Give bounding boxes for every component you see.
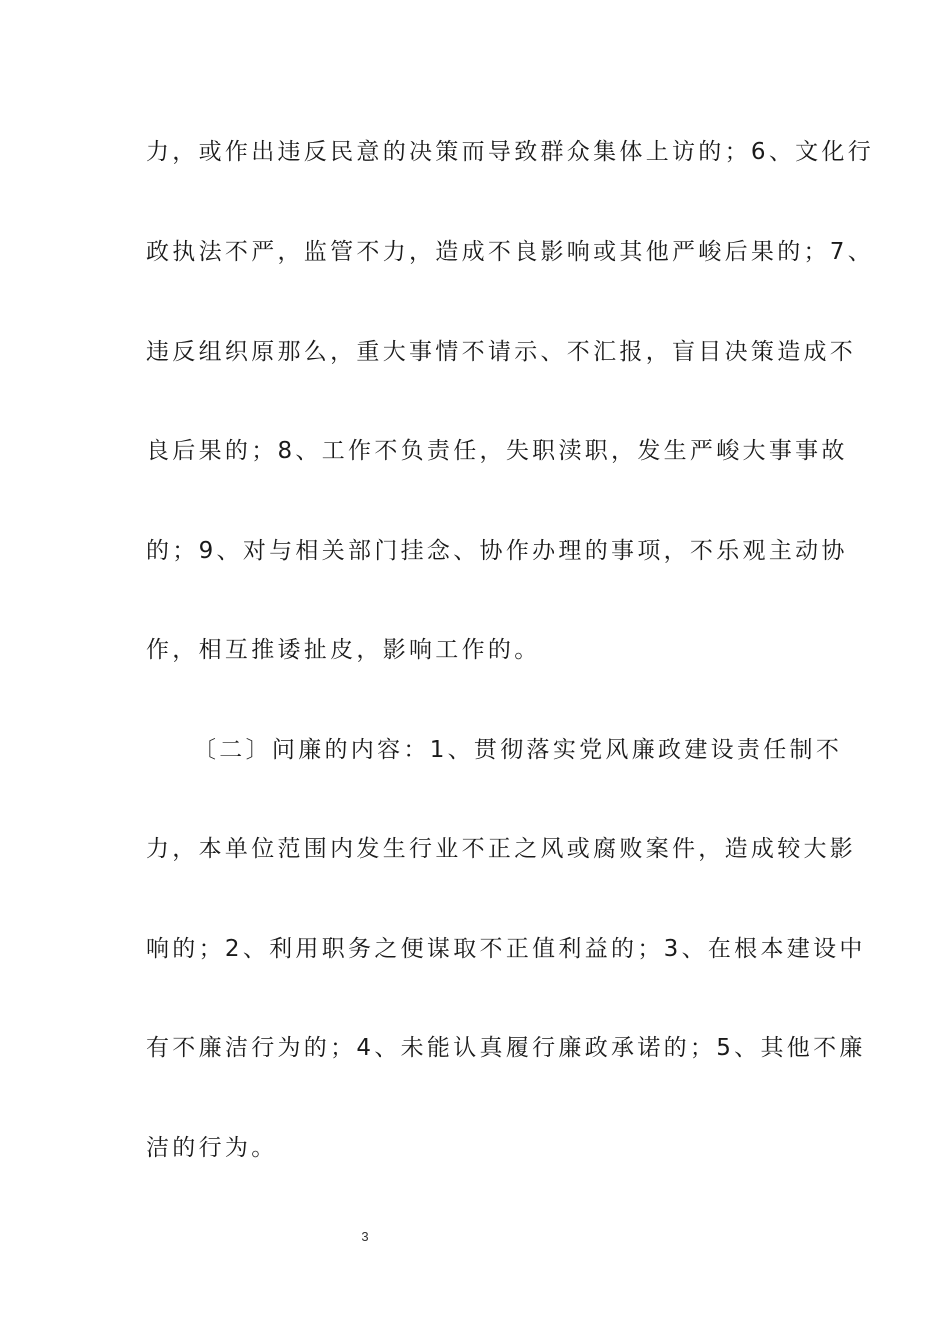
text-line: 的；9、对与相关部门挂念、协作办理的事项，不乐观主动协	[146, 538, 848, 564]
text-line: 作，相互推诿扯皮，影响工作的。	[146, 637, 541, 663]
page-number: 3	[361, 1229, 369, 1244]
text-line: 力，或作出违反民意的决策而导致群众集体上访的；6、文化行	[146, 139, 875, 165]
text-line: 有不廉洁行为的；4、未能认真履行廉政承诺的；5、其他不廉	[146, 1035, 866, 1061]
text-line: 违反组织原那么，重大事情不请示、不汇报，盲目决策造成不	[146, 339, 857, 365]
text-line: 响的；2、利用职务之便谋取不正值利益的；3、在根本建设中	[146, 936, 866, 962]
text-line: 洁的行为。	[146, 1135, 278, 1161]
text-line: 力，本单位范围内发生行业不正之风或腐败案件，造成较大影	[146, 836, 857, 862]
paragraph-start-line: 〔二〕问廉的内容：1、贯彻落实党风廉政建设责任制不	[193, 737, 843, 763]
text-line: 良后果的；8、工作不负责任，失职渎职，发生严峻大事事故	[146, 438, 848, 464]
text-line: 政执法不严，监管不力，造成不良影响或其他严峻后果的；7、	[146, 239, 875, 265]
